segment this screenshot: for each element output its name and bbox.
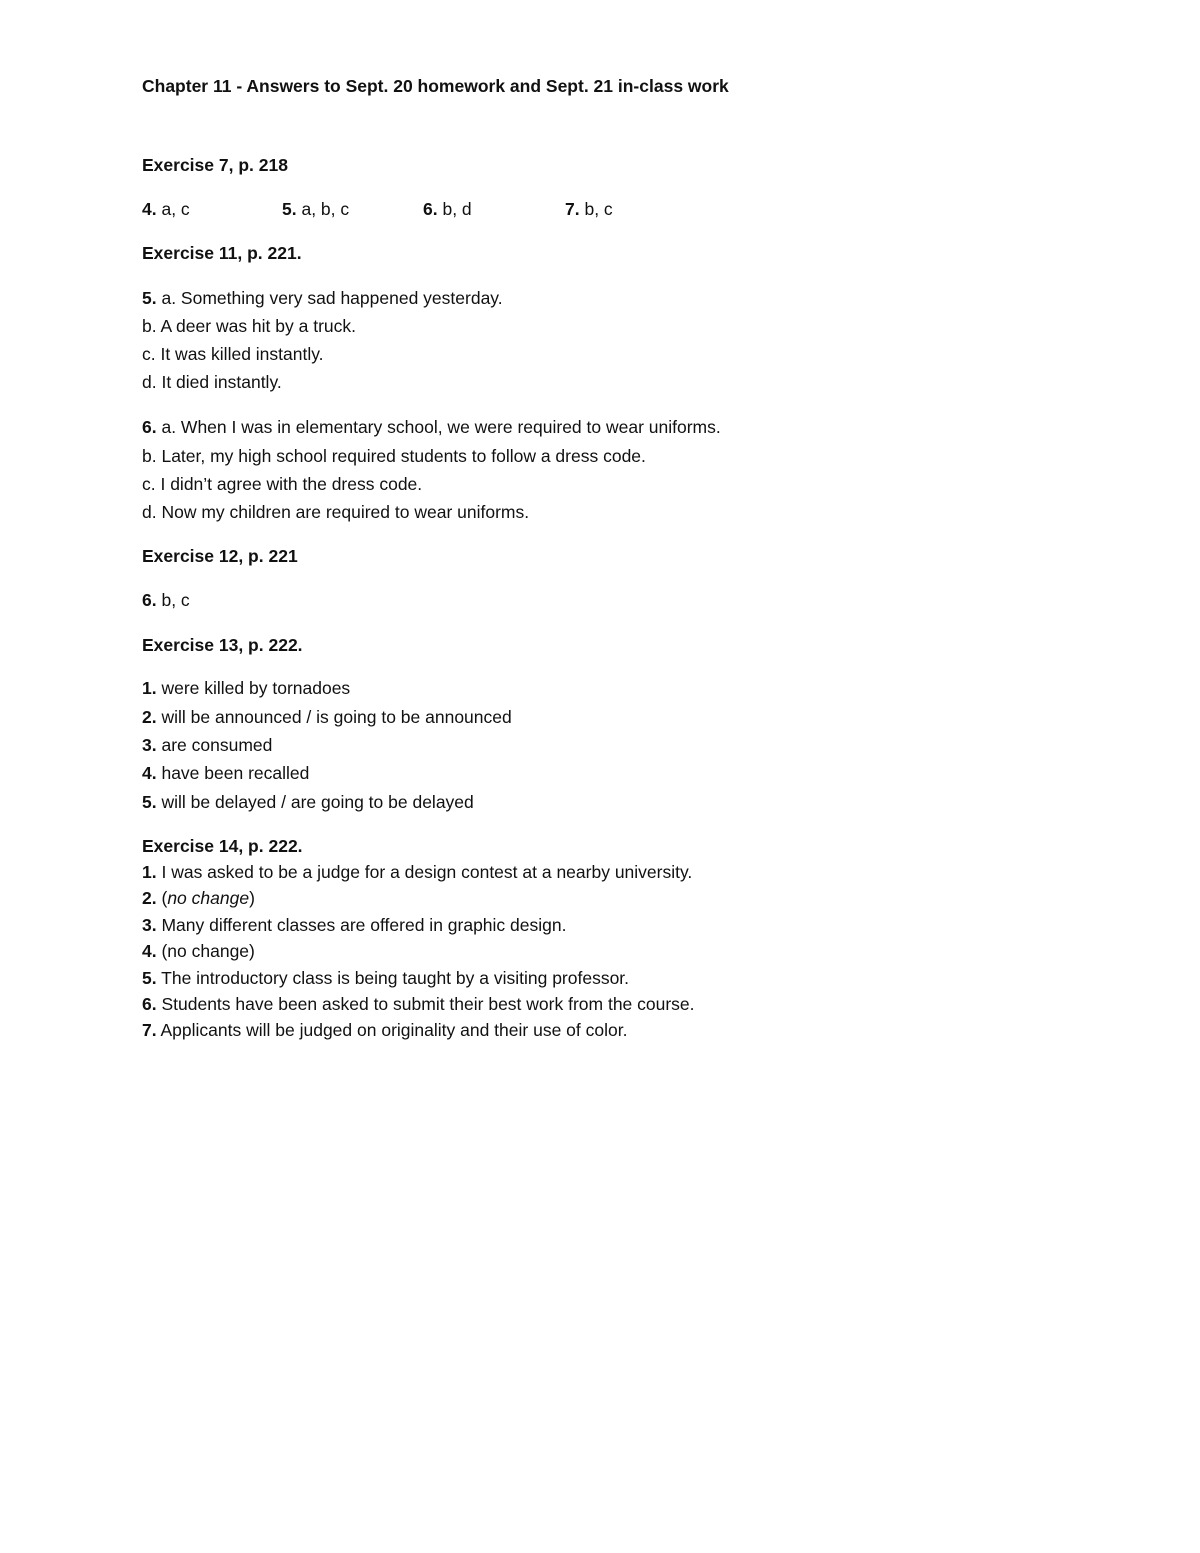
- exercise-13-heading: Exercise 13, p. 222.: [142, 635, 303, 655]
- ex13-item: 5. will be delayed / are going to be delayed: [142, 792, 474, 812]
- ex14-item: 4. (no change): [142, 941, 255, 961]
- ex7-answer: 6. b, d: [423, 199, 472, 219]
- ex7-answer: 5. a, b, c: [282, 199, 350, 219]
- ex14-item: 7. Applicants will be judged on originality and their use of color.: [142, 1020, 628, 1040]
- exercise-7-answers: [142, 198, 742, 220]
- ex11-item: 6. a. When I was in elementary school, we were required to wear uniforms.: [142, 417, 721, 437]
- ex14-item: 1. I was asked to be a judge for a design contest at a nearby university.: [142, 862, 693, 882]
- ex11-item: d. Now my children are required to wear uniforms.: [142, 502, 530, 522]
- ex11-item: 5. a. Something very sad happened yesterday.: [142, 288, 503, 308]
- ex13-item: 4. have been recalled: [142, 763, 310, 783]
- ex13-item: 2. will be announced / is going to be announced: [142, 707, 512, 727]
- exercise-14-heading: Exercise 14, p. 222.: [142, 836, 303, 856]
- exercise-7-heading: Exercise 7, p. 218: [142, 155, 288, 175]
- ex14-item: 5. The introductory class is being taught by a visiting professor.: [142, 968, 630, 988]
- ex11-item: b. Later, my high school required students to follow a dress code.: [142, 446, 646, 466]
- ex11-item: d. It died instantly.: [142, 372, 282, 392]
- ex14-item: 6. Students have been asked to submit their best work from the course.: [142, 994, 695, 1014]
- ex7-answer: 7. b, c: [565, 199, 613, 219]
- ex11-item: b. A deer was hit by a truck.: [142, 316, 356, 336]
- ex14-item: 3. Many different classes are offered in graphic design.: [142, 915, 567, 935]
- ex7-answer: 4. a, c: [142, 199, 190, 219]
- ex11-item: c. It was killed instantly.: [142, 344, 324, 364]
- page-title: Chapter 11 - Answers to Sept. 20 homework and Sept. 21 in-class work: [142, 76, 729, 96]
- ex13-item: 1. were killed by tornadoes: [142, 678, 351, 698]
- ex11-item: c. I didn’t agree with the dress code.: [142, 474, 423, 494]
- exercise-11-heading: Exercise 11, p. 221.: [142, 243, 302, 263]
- ex12-answer: 6. b, c: [142, 590, 190, 610]
- ex14-item: 2. (no change): [142, 888, 255, 908]
- ex13-item: 3. are consumed: [142, 735, 273, 755]
- exercise-12-heading: Exercise 12, p. 221: [142, 546, 298, 566]
